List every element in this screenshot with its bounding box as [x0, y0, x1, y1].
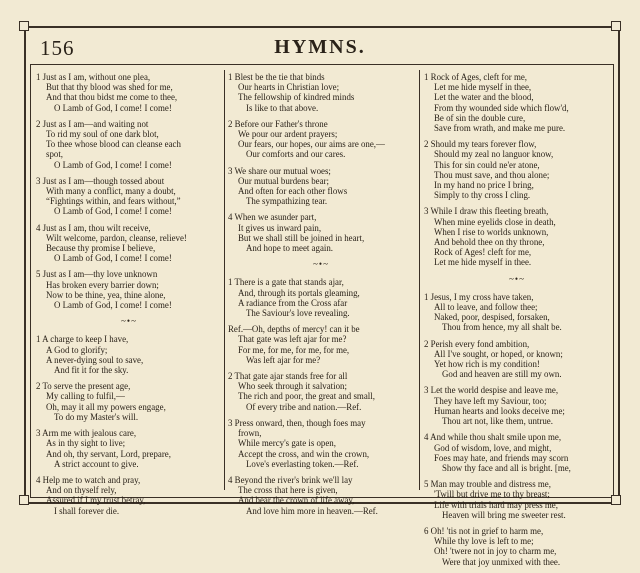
verse	[424, 339, 610, 380]
verse-line: O Lamb of God, I come! I come!	[54, 159, 172, 170]
verse-line: The sympathizing tear.	[246, 196, 328, 207]
verse-line: Of every tribe and nation.—Ref.	[246, 401, 362, 412]
verse-line: Because thy promise I believe,	[46, 243, 156, 254]
verse	[228, 277, 414, 318]
verse-line: As in thy sight to live;	[46, 438, 126, 449]
verse-line: 1 Rock of Ages, cleft for me,	[424, 72, 528, 82]
hymn-divider: ~•~	[121, 316, 137, 327]
verse-line: O Lamb of God, I come! I come!	[54, 253, 172, 264]
verse-line: Wilt welcome, pardon, cleanse, relieve!	[46, 232, 187, 243]
verse-line: But we shall still be joined in heart,	[238, 232, 365, 243]
verse-line: When I rise to worlds unknown,	[434, 226, 549, 237]
verse-line: 5 Just as I am—thy love unknown	[36, 269, 158, 280]
verse	[36, 475, 222, 516]
verse-line: The fellowship of kindred minds	[238, 92, 355, 103]
hymn	[424, 72, 610, 268]
verse-line: While thy love is left to me;	[434, 536, 534, 547]
verse-line: My calling to fulfil,—	[46, 391, 125, 402]
verse-line: Our fears, our hopes, our aims are one,—	[238, 139, 385, 150]
verse-line: They have left my Saviour, too;	[434, 395, 547, 406]
verse-line: And on thyself rely,	[46, 485, 117, 496]
verse-line: 3 Press onward, then, though foes may	[228, 417, 366, 428]
verse	[424, 526, 610, 567]
verse-line: With many a conflict, many a doubt,	[46, 186, 176, 197]
verse-line: 3 While I draw this fleeting breath,	[424, 206, 549, 217]
verse-line: It gives us inward pain,	[238, 222, 322, 233]
verse	[36, 223, 222, 264]
verse-line: 3 Just as I am—though tossed about	[36, 175, 165, 186]
verse-line: Should my zeal no languor know,	[434, 149, 554, 160]
verse-line: For me, for me, for me, for me,	[238, 344, 350, 355]
verse-line: God and heaven are still my own.	[442, 369, 562, 380]
verse	[228, 119, 414, 160]
verse-line: 1 There is a gate that stands ajar,	[228, 277, 344, 288]
verse-line: Naked, poor, despised, forsaken,	[434, 312, 550, 323]
corner-ornament	[611, 495, 621, 505]
verse-line: 'Twill but drive me to thy breast;	[434, 489, 550, 500]
verse	[36, 176, 222, 217]
verse-line: Love's everlasting token.—Ref.	[246, 458, 359, 469]
verse-line: 2 That gate ajar stands free for all	[228, 371, 348, 382]
verse-line: 2 To serve the present age,	[36, 381, 131, 392]
column-middle	[228, 72, 414, 522]
verse-line: 1 Just as I am, without one plea,	[36, 72, 151, 82]
verse-line: Has broken every barrier down;	[46, 279, 159, 290]
verse-line: 1 Jesus, I my cross have taken,	[424, 291, 534, 302]
verse-line: 3 We share our mutual woes;	[228, 165, 331, 176]
page-number: 156	[40, 36, 75, 60]
verse-line: From thy wounded side which flow'd,	[434, 102, 569, 113]
verse-line: 1 A charge to keep I have,	[36, 334, 129, 345]
verse-line: Were that joy unmixed with thee.	[442, 556, 561, 567]
verse-line: Rock of Ages! cleft for me,	[434, 247, 532, 258]
hymn	[424, 292, 610, 567]
verse	[228, 212, 414, 253]
verse-line: Is like to that above.	[246, 102, 319, 113]
verse-line: Let the water and the blood,	[434, 92, 534, 103]
verse-line: And that thou bidst me come to thee,	[46, 92, 178, 103]
verse-line: Let me hide myself in thee,	[434, 82, 532, 93]
verse-line: Who seek through it salvation;	[238, 381, 347, 392]
verse-line: Our hearts in Christian love;	[238, 82, 340, 93]
verse-line: The rich and poor, the great and small,	[238, 391, 375, 402]
verse-line: Our mutual burdens bear;	[238, 175, 329, 186]
verse-line: Accept the cross, and win the crown,	[238, 448, 370, 459]
verse-line: 4 And while thou shalt smile upon me,	[424, 432, 562, 443]
verse	[228, 324, 414, 365]
verse-line: This for sin could ne'er atone,	[434, 159, 540, 170]
verse	[228, 72, 414, 113]
verse-line: Now to be thine, yea, thine alone,	[46, 289, 166, 300]
hymn-divider: ~•~	[509, 273, 525, 284]
verse-line: A never-dying soul to save,	[46, 354, 144, 365]
verse-line: We pour our ardent prayers;	[238, 129, 338, 140]
verse-line: A God to glorify;	[46, 344, 108, 355]
verse-line: 4 Beyond the river's brink we'll lay	[228, 474, 353, 485]
verse-line: Let me hide myself in thee.	[434, 257, 532, 268]
corner-ornament	[19, 495, 29, 505]
verse-line: 5 Man may trouble and distress me,	[424, 479, 551, 490]
verse	[228, 475, 414, 516]
verse-line: Be of sin the double cure,	[434, 112, 526, 123]
verse-line: Thou art not, like them, untrue.	[442, 416, 553, 427]
verse	[36, 334, 222, 375]
verse-line: When mine eyelids close in death,	[434, 216, 556, 227]
verse-line: A radiance from the Cross afar	[238, 297, 348, 308]
verse-line: Foes may hate, and friends may scorn	[434, 452, 569, 463]
verse	[36, 269, 222, 310]
verse-line: And behold thee on thy throne,	[434, 237, 545, 248]
verse-line: Yet how rich is my condition!	[434, 359, 540, 370]
verse-line: 4 Just as I am, thou wilt receive,	[36, 222, 151, 233]
verse-line: 4 When we asunder part,	[228, 212, 317, 223]
verse	[424, 385, 610, 426]
verse	[36, 428, 222, 469]
verse-line: All I've sought, or hoped, or known;	[434, 348, 563, 359]
verse-line: And often for each other flows	[238, 186, 348, 197]
verse	[424, 139, 610, 200]
verse-line: 6 Oh! 'tis not in grief to harm me,	[424, 525, 544, 536]
verse	[36, 72, 222, 113]
verse-line: And oh, thy servant, Lord, prepare,	[46, 448, 171, 459]
verse	[424, 292, 610, 333]
verse	[36, 119, 222, 170]
verse-line: Life with trials hard may press me,	[434, 499, 558, 510]
verse-line: 2 Perish every fond ambition,	[424, 338, 530, 349]
column-rule	[419, 70, 420, 490]
verse-line: I shall forever die.	[54, 505, 120, 516]
verse-line: God of wisdom, love, and might,	[434, 442, 552, 453]
verse	[424, 479, 610, 520]
verse-line: In my hand no price I bring,	[434, 180, 534, 191]
hymn	[228, 72, 414, 253]
verse-line: Human hearts and looks deceive me;	[434, 405, 565, 416]
column-left	[36, 72, 222, 522]
verse-line: And fit it for the sky.	[54, 365, 129, 376]
verse-line: To thee whose blood can cleanse each	[46, 139, 181, 150]
verse	[424, 72, 610, 133]
verse	[36, 381, 222, 422]
verse-line: The Saviour's love revealing.	[246, 308, 350, 319]
corner-ornament	[19, 21, 29, 31]
verse-line: Save from wrath, and make me pure.	[434, 123, 566, 134]
corner-ornament	[611, 21, 621, 31]
verse-line: Thou must save, and thou alone;	[434, 169, 550, 180]
verse-line: spot,	[46, 149, 64, 160]
verse-line: 2 Before our Father's throne	[228, 118, 328, 129]
verse-line: The cross that here is given,	[238, 485, 338, 496]
verse-line: And love him more in heaven.—Ref.	[246, 505, 378, 516]
verse-line: While mercy's gate is open,	[238, 438, 336, 449]
page-title: HYMNS.	[274, 36, 366, 58]
verse-line: To do my Master's will.	[54, 411, 139, 422]
verse-line: O Lamb of God, I come! I come!	[54, 206, 172, 217]
verse-line: 2 Should my tears forever flow,	[424, 139, 537, 150]
verse-line: Show thy face and all is bright. [me,	[442, 462, 571, 473]
verse-line: Thou from hence, my all shalt be.	[442, 322, 562, 333]
verse	[424, 206, 610, 267]
verse-line: “Fightings within, and fears without,”	[46, 196, 181, 207]
verse-line: Our comforts and our cares.	[246, 149, 346, 160]
verse-line: That gate was left ajar for me?	[238, 334, 347, 345]
column-rule	[224, 70, 225, 490]
verse-line: To rid my soul of one dark blot,	[46, 129, 159, 140]
verse	[228, 166, 414, 207]
verse	[424, 432, 610, 473]
hymn	[36, 334, 222, 515]
verse-line: A strict account to give.	[54, 458, 139, 469]
hymn-divider: ~•~	[313, 259, 329, 270]
verse-line: And, through its portals gleaming,	[238, 287, 360, 298]
column-right	[424, 72, 610, 573]
verse-line: 3 Arm me with jealous care,	[36, 428, 137, 439]
hymn	[36, 72, 222, 310]
verse-line: 3 Let the world despise and leave me,	[424, 385, 559, 396]
verse-line: And hope to meet again.	[246, 243, 333, 254]
verse-line: frown,	[238, 428, 262, 439]
verse-line: Ref.—Oh, depths of mercy! can it be	[228, 324, 360, 335]
verse-line: 1 Blest be the tie that binds	[228, 72, 325, 82]
verse	[228, 418, 414, 469]
hymn	[228, 277, 414, 515]
verse	[228, 371, 414, 412]
verse-line: Heaven will bring me sweeter rest.	[442, 509, 566, 520]
verse-line: Oh, may it all my powers engage,	[46, 401, 166, 412]
verse-line: All to leave, and follow thee;	[434, 302, 538, 313]
verse-line: 2 Just as I am—and waiting not	[36, 118, 149, 129]
verse-line: Oh! 'twere not in joy to charm me,	[434, 546, 557, 557]
verse-line: 4 Help me to watch and pray,	[36, 474, 141, 485]
verse-line: Assured if I my trust betray,	[46, 495, 146, 506]
verse-line: O Lamb of God, I come! I come!	[54, 300, 172, 311]
verse-line: Simply to thy cross I cling.	[434, 190, 531, 201]
verse-line: O Lamb of God, I come! I come!	[54, 102, 172, 113]
verse-line: But that thy blood was shed for me,	[46, 82, 173, 93]
verse-line: And bear the crown of life away,	[238, 495, 355, 506]
verse-line: Was left ajar for me?	[246, 354, 321, 365]
